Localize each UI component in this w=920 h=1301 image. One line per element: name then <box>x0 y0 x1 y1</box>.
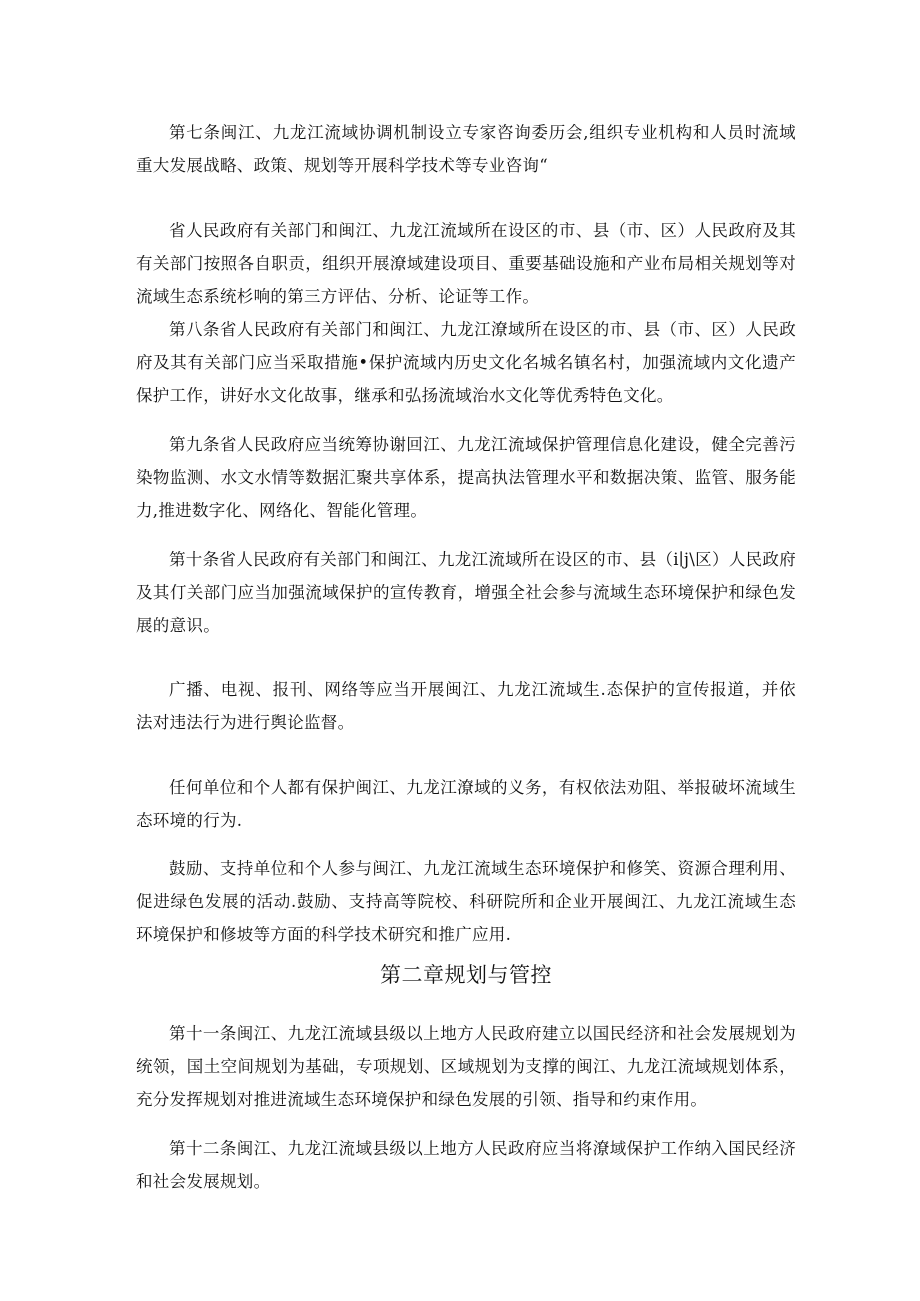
chapter-2-heading: 第二章规划与管控 <box>380 963 552 987</box>
article-7-paragraph: 第七条闽江、九龙江流域协调机制设立专家咨询委历会,组织专业机构和人员时流域重大发展战略、政策、规划等开展科学技术等专业咨询“ <box>136 123 796 175</box>
encouragement-paragraph: 鼓励、支持单位和个人参与闽江、九龙江流域生态环境保护和修笑、资源合理利用、促进绿色发展的活动.鼓励、支持高等院校、科研院所和企业开展闽江、九龙江流域生态环境保护和修坡等方面的科学技术研究和推广应用. <box>136 859 796 944</box>
public-duty-paragraph: 任何单位和个人都有保护闽江、九龙江潦域的义务，有权依法劝阻、举报破坏流域生态环境的行为. <box>136 778 796 830</box>
article-7-assessment-paragraph: 省人民政府有关部门和闽江、九龙江流域所在设区的市、县（市、区）人民政府及其有关部门按照各自职贡，组织开展潦域建设项目、重要基础设施和产业布局相关规划等对流域生态系统杉响的第三方评估、分析、论证等工作。 <box>136 221 796 306</box>
article-8-paragraph: 第八条省人民政府有关部门和闽江、九龙江潦域所在设区的市、县（市、区）人民政府及其有关部门应当采取措施•保护流域内历史文化名城名镇名村，加强流域内文化遗产保护工作，讲好水文化故事，继承和弘扬流域治水文化等优秀特色文化。 <box>136 320 796 405</box>
article-9-paragraph: 第九条省人民政府应当统筹协谢回江、九龙江流域保护管理信息化建设，健全完善污染物监测、水文水情等数据汇聚共享体系，提高执法管理水平和数据决策、监管、服务能力,推进数字化、网络化、智能化管理。 <box>136 435 796 520</box>
article-11-paragraph: 第十一条闽江、九龙江流域县级以上地方人民政府建立以国民经济和社会发展规划为统领，国土空间规划为基础，专项规划、区域规划为支撑的闽江、九龙江流域规划体系，充分发挥规划对推进流域生态环境保护和绿色发展的引领、指导和约束作用。 <box>136 1024 796 1109</box>
article-12-paragraph: 第十二条闽江、九龙江流域县级以上地方人民政府应当将潦域保护工作纳入国民经济和社会发展规划。 <box>136 1139 796 1191</box>
media-publicity-paragraph: 广播、电视、报刊、网络等应当开展闽江、九龙江流域生.态保护的宣传报道，并依法对违法行为进行舆论监督。 <box>136 680 796 732</box>
article-10-paragraph: 第十条省人民政府有关部门和闽江、九龙江流域所在设区的市、县（i∣j\区）人民政府及其仃关部门应当加强流域保护的宣传教育，增强全社会参与流域生态环境保护和绿色发展的意识。 <box>136 550 796 635</box>
